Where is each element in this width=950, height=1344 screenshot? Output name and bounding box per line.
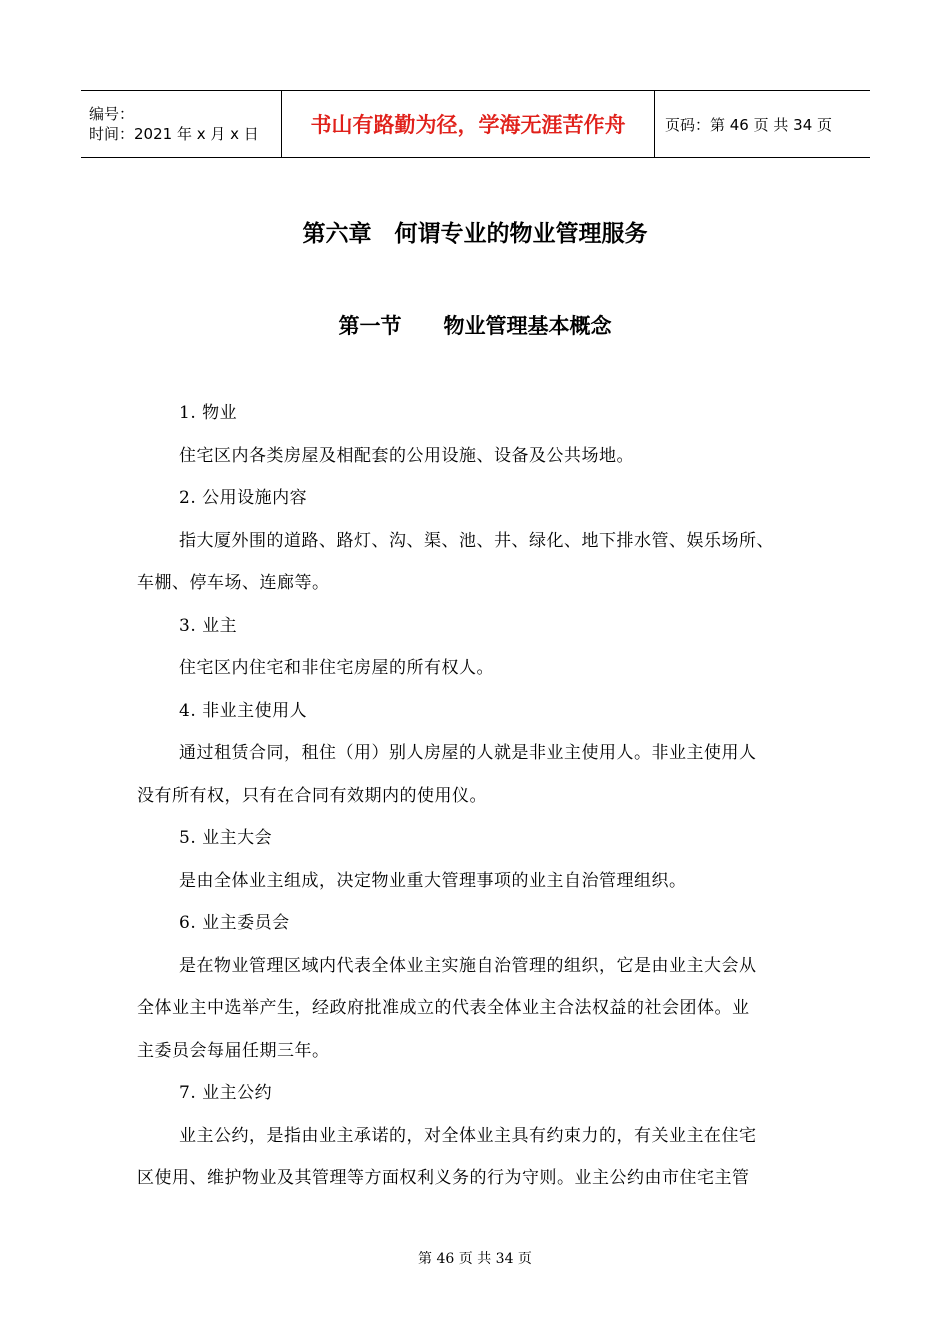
paragraph-line: 车棚、停车场、连廊等。 xyxy=(137,573,330,593)
page-footer: 第 46 页 共 34 页 xyxy=(418,1251,532,1267)
heading-5: 5. 业主大会 xyxy=(179,828,273,848)
heading-3: 3. 业主 xyxy=(179,615,238,636)
paragraph-line: 指大厦外围的道路、路灯、沟、渠、池、井、绿化、地下排水管、娱乐场所、 xyxy=(179,530,774,551)
paragraph-line: 没有所有权，只有在合同有效期内的使用仪。 xyxy=(137,785,487,806)
heading-6: 6. 业主委员会 xyxy=(179,913,290,933)
header-meta xyxy=(81,91,281,157)
header-page-info: 页码：第 46 页 共 34 页 xyxy=(665,115,833,134)
header-motto: 书山有路勤为径，学海无涯苦作舟 xyxy=(310,113,626,137)
document-number-label: 编号： xyxy=(89,105,135,123)
heading-2: 2. 公用设施内容 xyxy=(179,488,308,508)
heading-4: 4. 非业主使用人 xyxy=(179,700,308,721)
header-page-cell xyxy=(655,91,870,157)
paragraph-line: 住宅区内各类房屋及相配套的公用设施、设备及公共场地。 xyxy=(179,445,634,466)
document-header xyxy=(81,90,870,158)
paragraph-line: 全体业主中选举产生，经政府批准成立的代表全体业主合法权益的社会团体。业 xyxy=(137,998,750,1018)
paragraph-line: 是由全体业主组成，决定物业重大管理事项的业主自治管理组织。 xyxy=(179,870,687,891)
paragraph-line: 住宅区内住宅和非住宅房屋的所有权人。 xyxy=(179,658,494,678)
heading-7: 7. 业主公约 xyxy=(179,1083,273,1103)
section-title: 第一节 物业管理基本概念 xyxy=(338,314,612,338)
header-motto-cell xyxy=(281,91,655,157)
paragraph-line: 区使用、维护物业及其管理等方面权利义务的行为守则。业主公约由市住宅主管 xyxy=(137,1168,750,1188)
heading-1: 1. 物业 xyxy=(179,403,238,423)
paragraph-line: 主委员会每届任期三年。 xyxy=(137,1040,330,1061)
paragraph-line: 业主公约，是指由业主承诺的，对全体业主具有约束力的，有关业主在住宅 xyxy=(179,1125,757,1146)
document-time-label: 时间：2021 年 x 月 x 日 xyxy=(89,125,259,143)
document-body xyxy=(137,392,827,1200)
paragraph-line: 通过租赁合同，租住（用）别人房屋的人就是非业主使用人。非业主使用人 xyxy=(179,743,757,763)
chapter-title: 第六章 何谓专业的物业管理服务 xyxy=(302,221,648,247)
paragraph-line: 是在物业管理区域内代表全体业主实施自治管理的组织，它是由业主大会从 xyxy=(179,955,757,976)
